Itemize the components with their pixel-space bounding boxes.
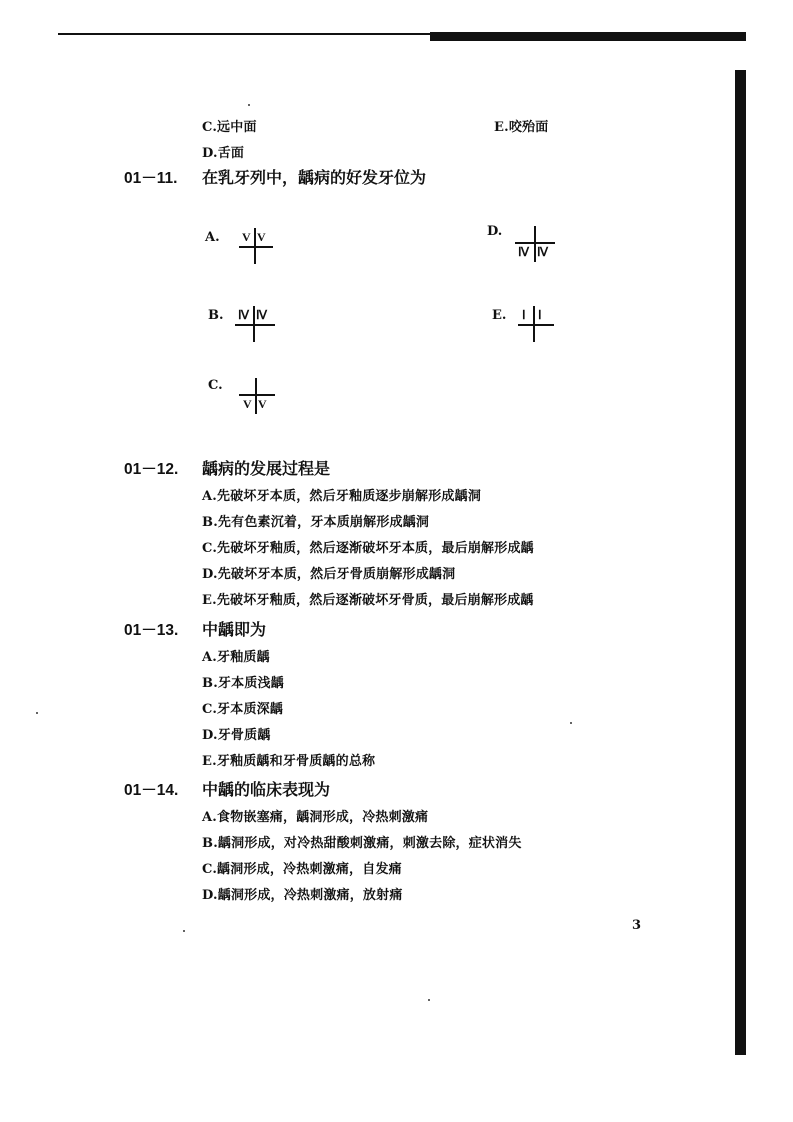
midline	[253, 306, 255, 342]
q14-option-a: A.食物嵌塞痛，龋洞形成，冷热刺激痛	[202, 810, 429, 825]
question-number-14: 01－14.	[124, 782, 179, 799]
question-number-12: 01－12.	[124, 461, 179, 478]
occlusal-line	[518, 324, 554, 326]
question-number-11: 01－11.	[124, 170, 178, 187]
q12-option-e: E.先破坏牙釉质，然后逐渐破坏牙骨质，最后崩解形成龋	[202, 593, 534, 608]
tooth-right: Ⅰ	[538, 308, 542, 322]
question-text-14: 中龋的临床表现为	[202, 780, 331, 799]
question-text-12: 龋病的发展过程是	[202, 459, 331, 478]
q13-option-d: D.牙骨质龋	[202, 728, 271, 743]
q13-option-b: B.牙本质浅龋	[202, 676, 284, 691]
occlusal-line	[239, 394, 275, 396]
tooth-right: V	[257, 230, 266, 244]
midline	[254, 228, 256, 264]
scan-speck	[570, 722, 572, 724]
midline	[534, 226, 536, 262]
tooth-left: Ⅰ	[522, 308, 526, 322]
tooth-left: V	[243, 397, 252, 411]
tooth-left: V	[242, 230, 251, 244]
tooth-left: Ⅳ	[518, 245, 530, 259]
option-e-prev: E.咬殆面	[494, 120, 549, 135]
option-c-prev: C.远中面	[202, 120, 257, 135]
scan-edge-bar	[735, 70, 746, 1055]
scan-speck	[428, 999, 430, 1001]
option-label: D.	[487, 224, 503, 239]
tooth-right: Ⅳ	[256, 308, 268, 322]
midline	[533, 306, 535, 342]
question-number-13: 01－13.	[124, 622, 179, 639]
page-number: 3	[632, 918, 642, 933]
q12-option-a: A.先破坏牙本质，然后牙釉质逐步崩解形成龋洞	[202, 489, 482, 504]
option-label: B.	[208, 308, 224, 323]
question-text-11: 在乳牙列中，龋病的好发牙位为	[202, 168, 427, 187]
header-rule-thick	[430, 32, 746, 41]
question-text-13: 中龋即为	[202, 620, 267, 639]
tooth-left: Ⅳ	[238, 308, 250, 322]
option-label: A.	[205, 230, 220, 245]
option-label: C.	[208, 378, 223, 393]
q14-option-b: B.龋洞形成，对冷热甜酸刺激痛，刺激去除，症状消失	[202, 836, 522, 851]
tooth-right: V	[258, 397, 267, 411]
q12-option-d: D.先破坏牙本质，然后牙骨质崩解形成龋洞	[202, 567, 456, 582]
q13-option-e: E.牙釉质龋和牙骨质龋的总称	[202, 754, 376, 769]
occlusal-line	[235, 324, 275, 326]
option-d-prev: D.舌面	[202, 146, 245, 161]
option-label: E.	[492, 308, 507, 323]
scan-speck	[248, 104, 250, 106]
q12-option-c: C.先破坏牙釉质，然后逐渐破坏牙本质，最后崩解形成龋	[202, 541, 534, 556]
q14-option-c: C.龋洞形成，冷热刺激痛，自发痛	[202, 862, 402, 877]
q12-option-b: B.先有色素沉着，牙本质崩解形成龋洞	[202, 515, 430, 530]
q13-option-c: C.牙本质深龋	[202, 702, 284, 717]
scan-speck	[36, 712, 38, 714]
tooth-right: Ⅳ	[537, 245, 549, 259]
midline	[255, 378, 257, 414]
scan-speck	[183, 930, 185, 932]
q13-option-a: A.牙釉质龋	[202, 650, 270, 665]
q14-option-d: D.龋洞形成，冷热刺激痛，放射痛	[202, 888, 403, 903]
occlusal-line	[239, 246, 273, 248]
